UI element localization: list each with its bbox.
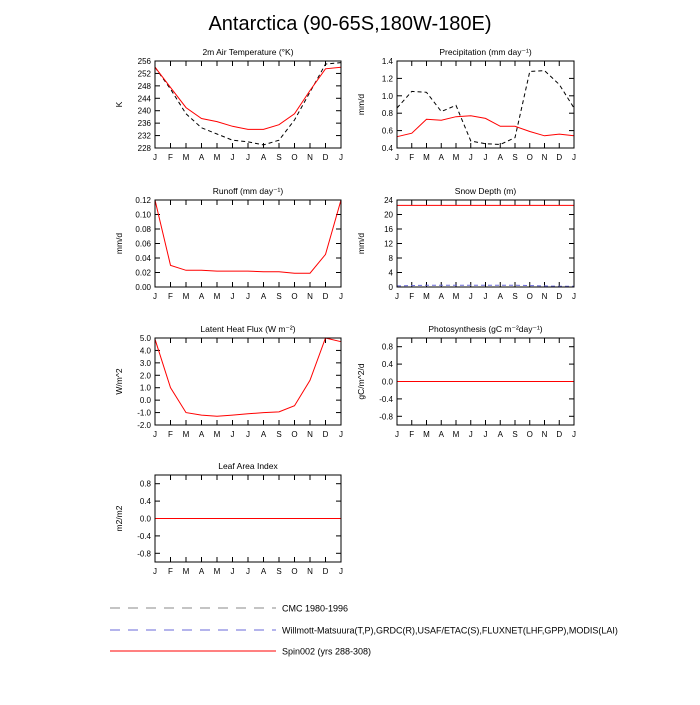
x-tick-label: J — [230, 153, 235, 162]
x-tick-label: F — [168, 292, 173, 301]
y-tick-label: 0 — [388, 283, 393, 292]
x-tick-label: S — [512, 430, 518, 439]
y-tick-label: -1.0 — [137, 408, 151, 418]
x-tick-label: M — [452, 430, 460, 439]
y-axis-label: mm/d — [114, 232, 124, 255]
x-tick-label: O — [291, 567, 298, 576]
x-tick-label: J — [153, 430, 157, 439]
x-tick-label: O — [526, 430, 533, 439]
x-tick-label: O — [291, 153, 298, 162]
x-tick-label: J — [246, 153, 250, 162]
x-tick-label: N — [541, 153, 548, 162]
y-tick-label: 0.4 — [139, 497, 151, 507]
y-tick-label: 256 — [137, 57, 151, 66]
x-tick-label: J — [572, 430, 576, 439]
x-tick-label: D — [322, 292, 329, 301]
y-axis-label: mm/d — [356, 232, 366, 255]
x-tick-label: A — [260, 292, 267, 301]
x-tick-label: J — [153, 292, 157, 301]
panel-title: 2m Air Temperature (°K) — [202, 47, 294, 57]
x-tick-label: A — [198, 292, 205, 301]
x-tick-label: J — [339, 430, 343, 439]
y-tick-label: 1.4 — [381, 57, 393, 66]
y-tick-label: 0.8 — [139, 479, 151, 489]
x-tick-label: S — [512, 292, 518, 301]
y-axis-label: m2/m2 — [114, 505, 124, 532]
legend-label: Spin002 (yrs 288-308) — [282, 646, 372, 657]
x-tick-label: M — [452, 153, 460, 162]
y-tick-label: -0.8 — [137, 549, 151, 559]
x-tick-label: F — [168, 430, 173, 439]
x-tick-label: M — [423, 153, 430, 162]
y-tick-label: -0.4 — [379, 394, 393, 404]
y-axis-label: W/m^2 — [114, 368, 124, 395]
y-tick-label: 8 — [388, 254, 393, 263]
y-tick-label: 0.0 — [139, 514, 151, 524]
x-tick-label: J — [483, 153, 488, 162]
y-tick-label: 0.08 — [135, 225, 151, 234]
y-axis-label: mm/d — [356, 93, 366, 116]
panel-title: Leaf Area Index — [218, 461, 278, 471]
x-tick-label: J — [153, 153, 157, 162]
x-tick-label: M — [182, 153, 190, 162]
x-tick-label: S — [276, 292, 282, 301]
x-tick-label: J — [572, 292, 576, 301]
x-tick-label: D — [322, 153, 329, 162]
x-tick-label: J — [483, 292, 488, 301]
y-tick-label: 1.0 — [381, 91, 393, 101]
x-tick-label: J — [572, 153, 576, 162]
y-tick-label: 232 — [137, 131, 151, 141]
y-axis-label: gC/m^2/d — [356, 363, 366, 400]
y-tick-label: 0.4 — [381, 144, 393, 153]
y-tick-label: 3.0 — [139, 358, 151, 368]
plot-frame — [155, 200, 341, 287]
panel-5 — [114, 324, 343, 439]
series-model-line — [155, 67, 341, 129]
x-tick-label: S — [276, 430, 282, 439]
x-tick-label: D — [556, 153, 563, 162]
x-tick-label: N — [541, 430, 548, 439]
x-tick-label: N — [307, 567, 313, 576]
y-tick-label: 4 — [388, 268, 393, 278]
x-tick-label: D — [556, 430, 563, 439]
x-tick-label: A — [438, 430, 444, 439]
panel-title: Latent Heat Flux (W m⁻²) — [200, 324, 296, 334]
plot-frame — [155, 61, 341, 148]
y-tick-label: 12 — [384, 239, 393, 249]
x-tick-label: J — [246, 292, 250, 301]
y-tick-label: -0.4 — [137, 531, 151, 541]
x-tick-label: J — [230, 567, 235, 576]
x-tick-label: J — [246, 430, 250, 439]
y-tick-label: 0.00 — [135, 283, 151, 292]
y-tick-label: 5.0 — [139, 334, 151, 343]
y-tick-label: 20 — [384, 210, 393, 220]
x-tick-label: J — [230, 430, 235, 439]
x-tick-label: O — [526, 153, 533, 162]
y-tick-label: 0.4 — [381, 360, 393, 370]
x-tick-label: A — [438, 153, 444, 162]
x-tick-label: D — [322, 567, 329, 576]
x-tick-label: F — [409, 153, 415, 162]
x-tick-label: J — [339, 292, 343, 301]
y-tick-label: 0.10 — [135, 210, 151, 220]
y-tick-label: 228 — [137, 144, 151, 153]
x-tick-label: M — [423, 430, 430, 439]
panel-3 — [114, 186, 343, 301]
y-axis-label: K — [114, 101, 124, 108]
y-tick-label: 236 — [137, 119, 151, 129]
panel-4 — [356, 186, 576, 301]
series-model-line — [155, 200, 341, 273]
y-tick-label: 4.0 — [139, 346, 151, 356]
y-tick-label: -2.0 — [137, 421, 151, 430]
x-tick-label: N — [541, 292, 548, 301]
y-tick-label: -0.8 — [379, 412, 393, 422]
x-tick-label: M — [213, 292, 221, 301]
x-tick-label: F — [168, 153, 173, 162]
y-tick-label: 0.8 — [381, 342, 393, 352]
x-tick-label: J — [395, 292, 399, 301]
figure-title: Antarctica (90-65S,180W-180E) — [208, 13, 492, 35]
x-tick-label: J — [153, 567, 157, 576]
panel-title: Snow Depth (m) — [454, 186, 517, 196]
y-tick-label: 2.0 — [139, 371, 151, 381]
x-tick-label: J — [339, 153, 343, 162]
x-tick-label: N — [307, 430, 313, 439]
y-tick-label: 244 — [137, 94, 151, 104]
y-tick-label: 240 — [137, 106, 151, 116]
x-tick-label: A — [497, 292, 503, 301]
series-observed-line — [397, 71, 574, 145]
x-tick-label: J — [483, 430, 488, 439]
y-tick-label: 252 — [137, 69, 151, 79]
x-tick-label: J — [230, 292, 235, 301]
x-tick-label: M — [423, 292, 430, 301]
x-tick-label: S — [276, 567, 282, 576]
y-tick-label: 0.06 — [135, 239, 151, 249]
y-tick-label: 24 — [384, 196, 393, 205]
panel-title: Photosynthesis (gC m⁻²day⁻¹) — [428, 324, 543, 334]
x-tick-label: S — [512, 153, 518, 162]
x-tick-label: O — [526, 292, 533, 301]
y-tick-label: 1.0 — [139, 383, 151, 393]
y-tick-label: 248 — [137, 81, 151, 91]
y-tick-label: 1.2 — [381, 74, 393, 84]
x-tick-label: A — [497, 153, 503, 162]
x-tick-label: A — [198, 430, 205, 439]
legend — [110, 604, 618, 657]
x-tick-label: F — [409, 292, 415, 301]
y-tick-label: 0.8 — [381, 109, 393, 119]
x-tick-label: D — [556, 292, 563, 301]
x-tick-label: M — [182, 567, 190, 576]
panel-6 — [356, 324, 576, 439]
y-tick-label: 0.12 — [135, 196, 151, 205]
x-tick-label: A — [198, 153, 205, 162]
x-tick-label: J — [246, 567, 250, 576]
x-tick-label: A — [260, 567, 267, 576]
x-tick-label: J — [468, 153, 473, 162]
legend-label: CMC 1980-1996 — [282, 603, 349, 614]
x-tick-label: A — [260, 430, 267, 439]
x-tick-label: M — [213, 430, 221, 439]
y-tick-label: 0.0 — [381, 377, 393, 387]
x-tick-label: N — [307, 153, 313, 162]
series-model-line — [397, 116, 574, 137]
x-tick-label: M — [213, 153, 221, 162]
x-tick-label: F — [409, 430, 415, 439]
x-tick-label: M — [182, 430, 190, 439]
x-tick-label: J — [395, 153, 399, 162]
x-tick-label: A — [260, 153, 267, 162]
y-tick-label: 0.04 — [135, 254, 151, 263]
plot-frame — [155, 338, 341, 425]
x-tick-label: J — [339, 567, 343, 576]
x-tick-label: D — [322, 430, 329, 439]
x-tick-label: S — [276, 153, 282, 162]
x-tick-label: M — [452, 292, 460, 301]
panel-2 — [356, 47, 576, 162]
panel-1 — [114, 47, 343, 162]
x-tick-label: A — [497, 430, 503, 439]
x-tick-label: N — [307, 292, 313, 301]
x-tick-label: J — [468, 430, 473, 439]
legend-label: Willmott-Matsuura(T,P),GRDC(R),USAF/ETAC(S),FLUXNET(LHF,GPP),MODIS(LAI) — [282, 625, 618, 636]
x-tick-label: O — [291, 292, 298, 301]
x-tick-label: F — [168, 567, 173, 576]
x-tick-label: M — [213, 567, 221, 576]
y-tick-label: 0.0 — [139, 396, 151, 406]
y-tick-label: 0.6 — [381, 126, 393, 136]
panel-title: Precipitation (mm day⁻¹) — [439, 47, 532, 57]
x-tick-label: M — [182, 292, 190, 301]
x-tick-label: O — [291, 430, 298, 439]
panel-7 — [114, 461, 343, 576]
y-tick-label: 16 — [384, 225, 393, 234]
x-tick-label: J — [395, 430, 399, 439]
x-tick-label: A — [438, 292, 444, 301]
series-model-line — [155, 338, 341, 416]
y-tick-label: 0.02 — [135, 268, 151, 278]
x-tick-label: A — [198, 567, 205, 576]
panel-title: Runoff (mm day⁻¹) — [212, 186, 284, 196]
x-tick-label: J — [468, 292, 473, 301]
plot-frame — [397, 200, 574, 287]
